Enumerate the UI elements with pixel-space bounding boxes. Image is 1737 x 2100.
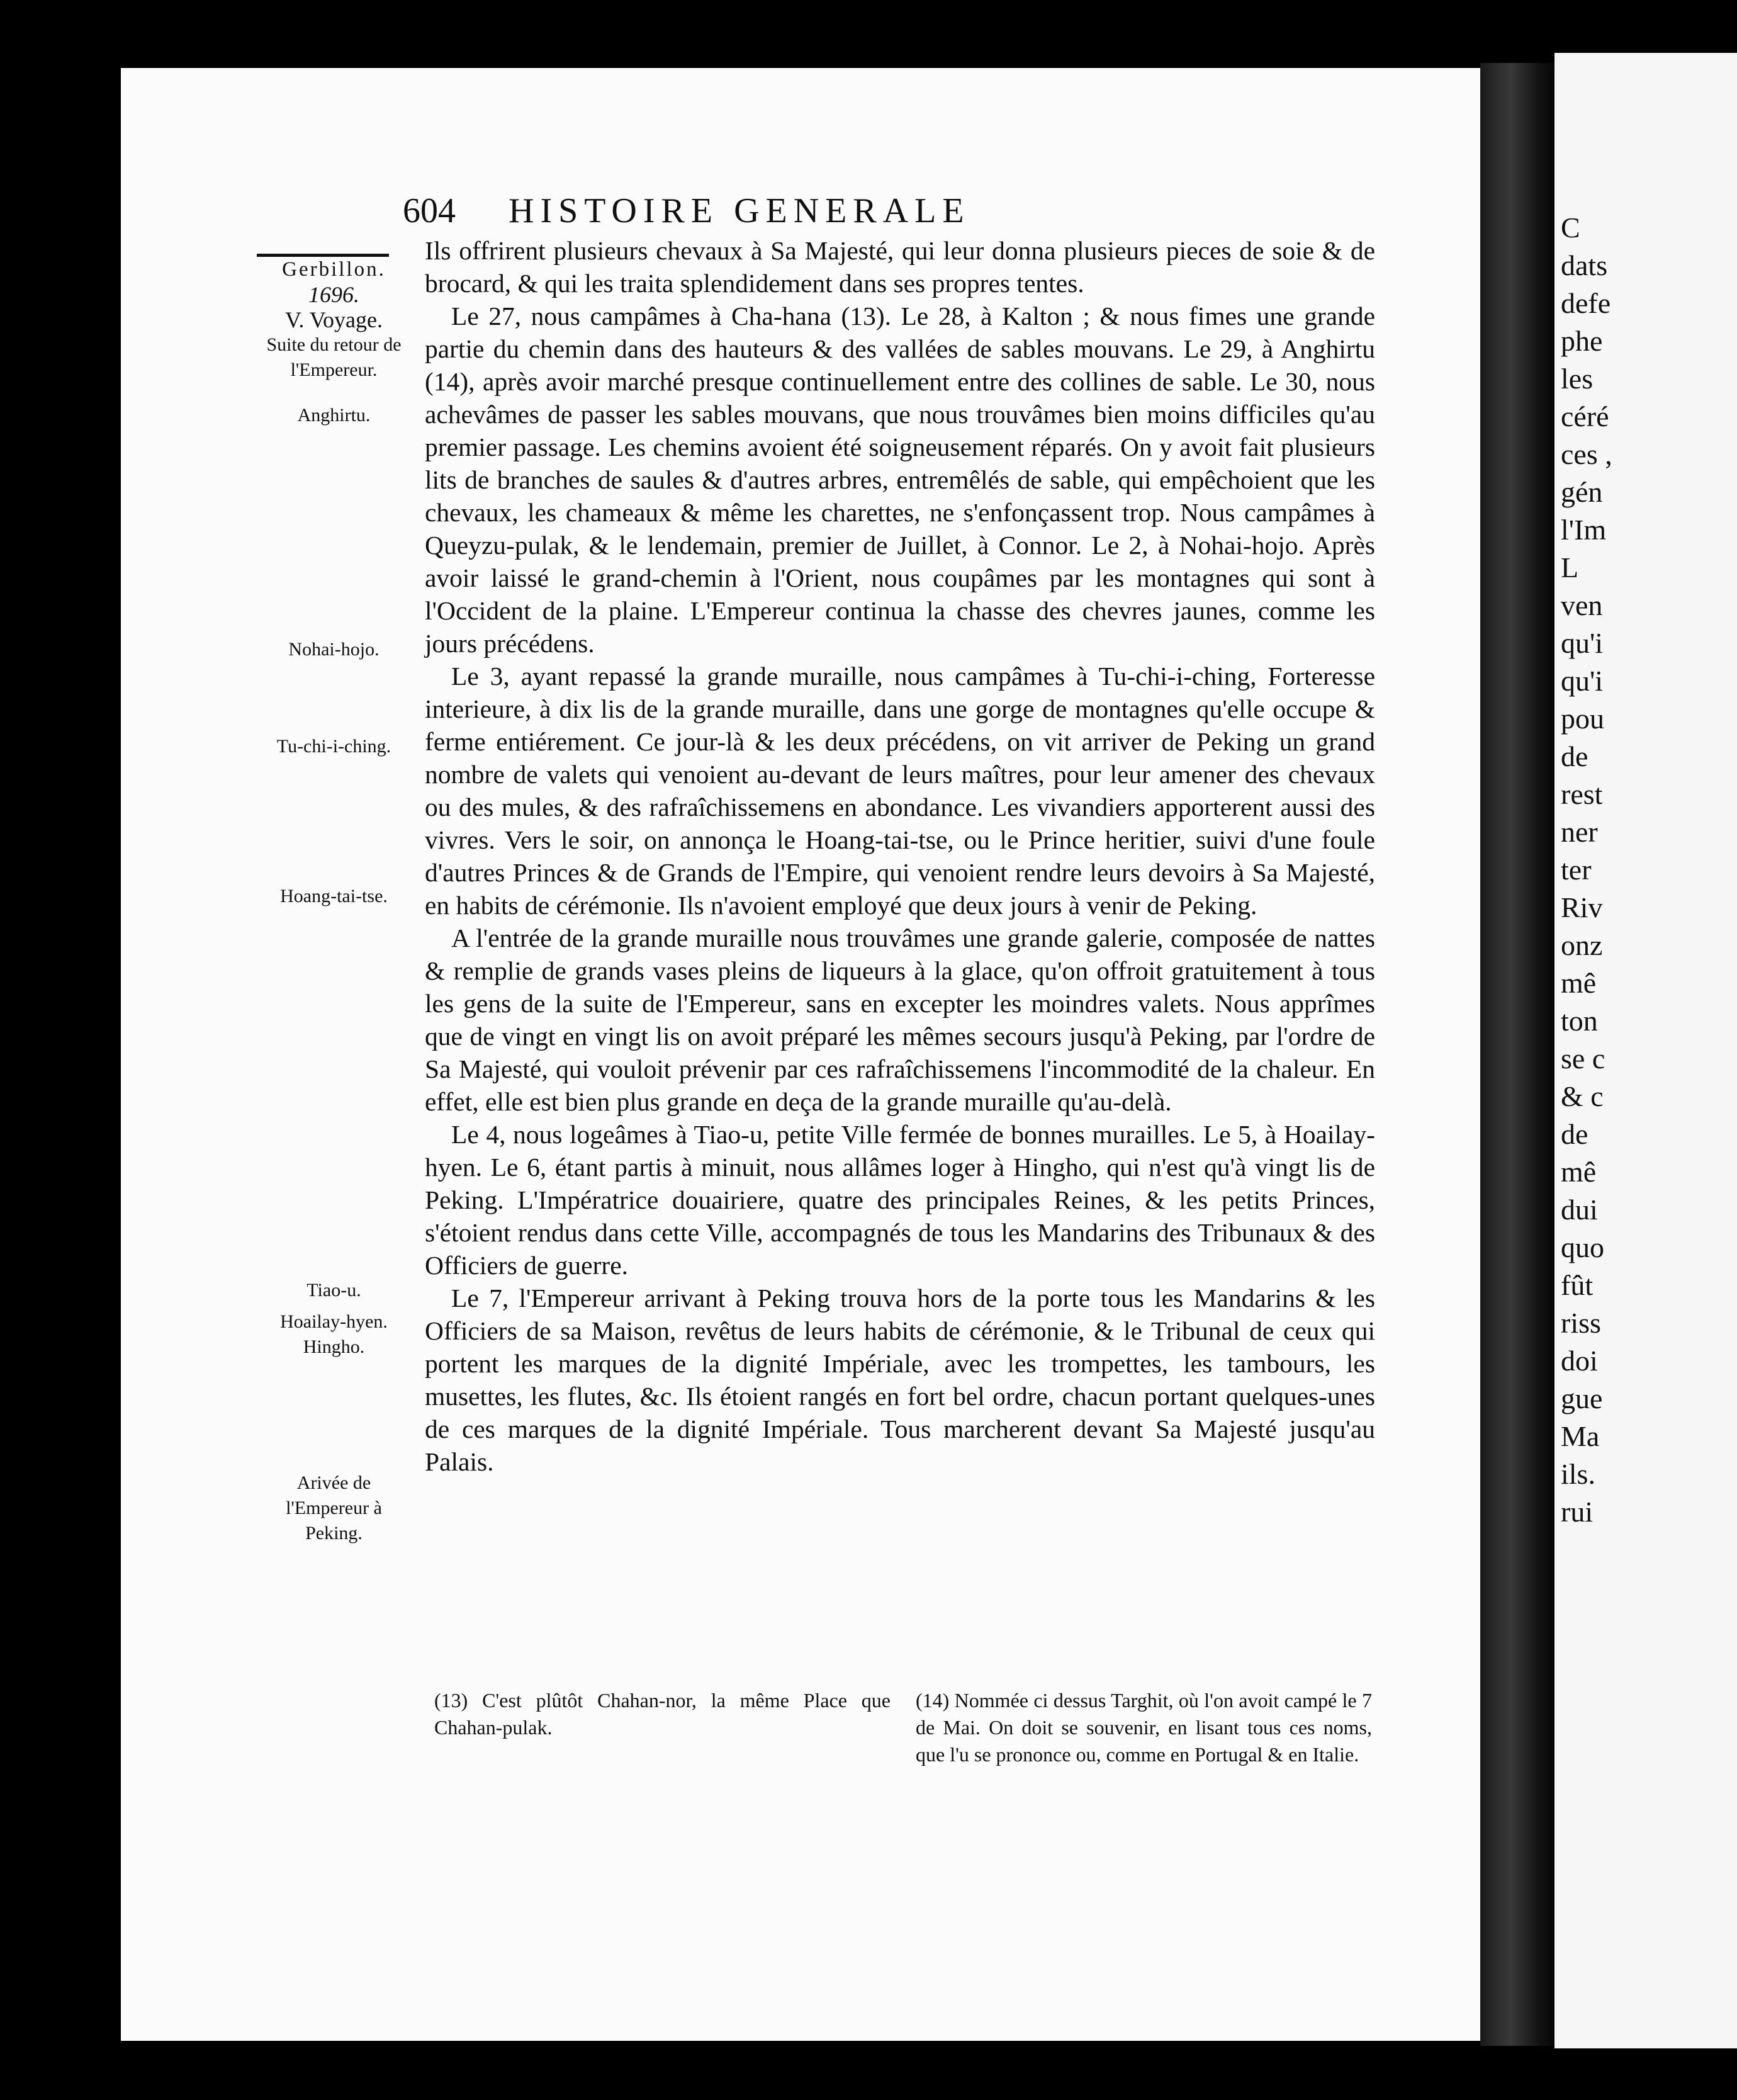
facing-page-line: gén [1561,476,1603,508]
facing-page-line: defe [1561,287,1611,319]
margin-voyage: V. Voyage. [284,307,383,332]
facing-page-line: de [1561,740,1588,772]
margin-note-header [257,257,411,383]
facing-page-line: mê [1561,967,1597,999]
margin-note-arrivee: Arivée de l'Empereur à Peking. [286,1472,382,1544]
margin-year: 1696. [308,282,359,307]
facing-page-line: mê [1561,1156,1597,1188]
footnote-14-text: (14) Nommée ci dessus Targhit, où l'on avoit campé le 7 de Mai. On doit se souvenir, en lisant tous ces noms, que l'u se prononce ou, comme en Portugal & en Italie. [916,1689,1372,1766]
facing-page-line: doi [1561,1345,1598,1377]
margin-subtitle: Suite du retour de l'Empereur. [266,334,402,380]
facing-page-line: les [1561,363,1594,395]
paragraph-5: Le 4, nous logeâmes à Tiao-u, petite Ville fermée de bonnes murailles. Le 5, à Hoailay-hyen. Le 6, étant partis à minuit, nous allâmes loger à Hingho, qui n'est qu'à vingt lis de Peking. L'Impératrice douairiere, quatre des principales Reines, & les petits Princes, s'étoient rendus dans cette Ville, accompagnés de tous les Mandarins des Tribunaux & des Officiers de guerre. [425,1120,1375,1280]
facing-page-line: l'Im [1561,514,1607,546]
facing-page-line: ton [1561,1005,1598,1037]
margin-note-hoailay-hyen [257,1309,411,1360]
paragraph-4: A l'entrée de la grande muraille nous trouvâmes une grande galerie, composée de nattes & remplie de grands vases pleins de liqueurs à la glace, qu'on offroit gratuitement à tous les gens de la suite de l'Empereur, sans en excepter les moindres valets. Nous apprîmes que de vingt en vingt lis on avoit préparé les mêmes secours jusqu'à Peking, par l'ordre de Sa Majesté, qui vouloit prévenir par ces rafraîchissemens l'incommodité de la chaleur. En effet, elle est bien plus grande en deça de la grande muraille qu'au-delà. [425,923,1375,1116]
facing-page-line: onz [1561,929,1603,961]
facing-page-line: pou [1561,703,1604,735]
footnote-13 [434,1687,891,1741]
facing-page-line: ils. [1561,1458,1595,1490]
facing-page-line: se c [1561,1042,1605,1075]
facing-page-line: Ma [1561,1420,1600,1452]
facing-page-line: quo [1561,1231,1604,1263]
running-head [403,189,970,233]
facing-page-line: céré [1561,400,1609,432]
facing-page-line: L [1561,551,1579,584]
margin-author: Gerbillon. [282,258,386,281]
margin-hingho: Hingho. [303,1336,365,1357]
page-number: 604 [403,191,456,230]
facing-page-line: dats [1561,249,1608,281]
facing-page-line: & c [1561,1080,1604,1112]
facing-page-line: de [1561,1118,1588,1150]
paragraph-2: Le 27, nous campâmes à Cha-hana (13). Le 28, à Kalton ; & nous fimes une grande partie du chemin dans des hauteurs & des vallées de sables mouvans. Le 29, à Anghirtu (14), après avoir marché presque continuellement entre des collines de sable. Le 30, nous achevâmes de passer les sables mouvans, que nous trouvâmes bien moins difficiles qu'au premier passage. Les chemins avoient été soigneusement réparés. On y avoit fait plusieurs lits de branches de saules & d'autres arbres, entremêlés de sable, qui empêchoient que les chevaux, les chameaux & même les charettes, ne s'enfonçassent trop. Nous campâmes à Queyzu-pulak, & le lendemain, premier de Juillet, à Connor. Le 2, à Nohai-hojo. Après avoir laissé le grand-chemin à l'Orient, nous coupâmes par les montagnes qui sont à l'Occident de la plaine. L'Empereur continua la chasse des chevres jaunes, comme les jours précédens. [425,302,1375,658]
footnote-14 [916,1687,1372,1768]
margin-note-tu-chi-i-ching: Tu-chi-i-ching. [276,736,391,757]
paragraph-6: Le 7, l'Empereur arrivant à Peking trouva hors de la porte tous les Mandarins & les Officiers de sa Maison, revêtus de leurs habits de cérémonie, & le Tribunal de ceux qui portent les marques de la dignité Impériale, avec les trompettes, les tambours, les musettes, les flutes, &c. Ils étoient rangés en fort bel ordre, chacun portant quelques-unes de ces marques de la dignité Impériale. Tous marcherent devant Sa Majesté jusqu'au Palais. [425,1284,1375,1476]
margin-note-hoang-tai-tse: Hoang-tai-tse. [280,886,388,906]
facing-page-line: fût [1561,1269,1594,1301]
running-title: HISTOIRE GENERALE [509,191,970,230]
facing-page-line: ner [1561,816,1598,848]
margin-note-tiao-u: Tiao-u. [306,1280,361,1301]
facing-page-line: qu'i [1561,665,1604,697]
facing-page-line: rest [1561,778,1603,810]
facing-page-line: qu'i [1561,627,1604,659]
facing-page-line: ven [1561,589,1603,621]
facing-page-line: rui [1561,1496,1594,1528]
margin-note-nohai-hojo: Nohai-hojo. [288,639,379,660]
book-gutter [1480,63,1566,2046]
margin-note-anghirtu: Anghirtu. [297,405,371,426]
margin-hoailay: Hoailay-hyen. [280,1311,388,1332]
facing-page-line: gue [1561,1382,1603,1414]
facing-page-line: phe [1561,325,1603,357]
paragraph-3: Le 3, ayant repassé la grande muraille, nous campâmes à Tu-chi-i-ching, Forteresse interieure, à dix lis de la grande muraille, dans une gorge de montagnes qu'elle occupe & ferme entiérement. Ce jour-là & les deux précédens, on vit arriver de Peking un grand nombre de valets qui venoient au-devant de leurs maîtres, pour leur amener des chevaux ou des mules, & des rafraîchissemens en abondance. Les vivandiers apporterent aussi des vivres. Vers le soir, on annonça le Hoang-tai-tse, ou le Prince heritier, suivi d'une foule d'autres Princes & de Grands de l'Empire, qui venoient rendre leurs devoirs à Sa Majesté, en habits de cérémonie. Ils n'avoient employé que deux jours à venir de Peking. [425,662,1375,920]
facing-page-line: dui [1561,1194,1598,1226]
facing-page-line: ter [1561,854,1592,886]
paragraph-1: Ils offrirent plusieurs chevaux à Sa Majesté, qui leur donna plusieurs pieces de soie & de brocard, & qui les traita splendidement dans ses propres tentes. [425,236,1375,298]
body-text [425,234,1375,1478]
facing-page-line: Riv [1561,891,1603,923]
facing-page-line: C [1561,212,1580,244]
facing-page-line: ces , [1561,438,1612,470]
facing-page [1554,53,1737,2048]
facing-page-line: riss [1561,1307,1601,1339]
footnote-13-text: (13) C'est plûtôt Chahan-nor, la même Place que Chahan-pulak. [434,1689,891,1739]
